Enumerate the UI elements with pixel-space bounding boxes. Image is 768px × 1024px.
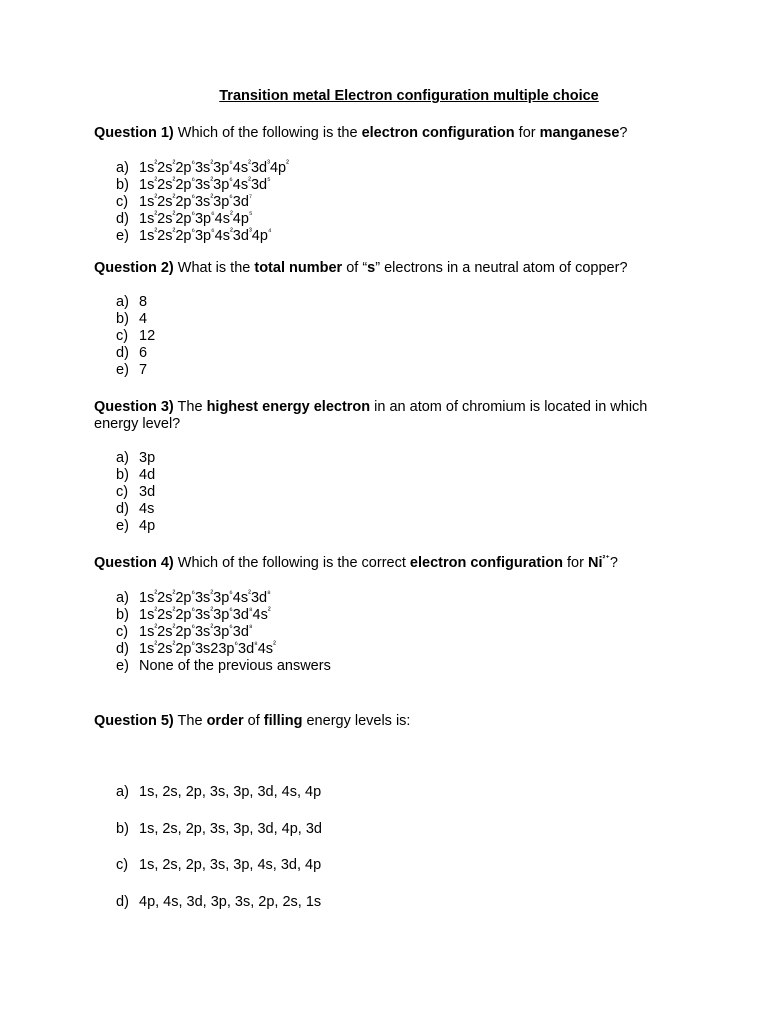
option: a) $1s^{^2}2s^{^2}2p^{^6}3s^{^2}3p^{^6}4s^{^2}3d^{^3}4p^{^2}$ [116, 158, 289, 176]
option: a) 1s, 2s, 2p, 3s, 3p, 3d, 4s, 4p [116, 784, 322, 800]
question-3-options [116, 450, 155, 535]
question-4-options [116, 590, 331, 675]
option: c) 12 [116, 328, 156, 344]
question-number: Question 4) [94, 555, 174, 571]
option: e) None of the previous answers [116, 658, 331, 674]
option: a) 3p [116, 450, 156, 466]
option: c) $1s^{^2}2s^{^2}2p^{^6}3s^{^2}3p^{^6}3d^{^7}$ [116, 192, 253, 210]
question-text: The order of filling energy levels is: [177, 713, 411, 729]
document-title: Transition metal Electron configuration multiple choice [219, 88, 599, 104]
option: b) $1s^{^2}2s^{^2}2p^{^6}3s^{^2}3p^{^6}4s^{^2}3d^{^5}$ [116, 175, 271, 193]
option: c) 1s, 2s, 2p, 3s, 3p, 4s, 3d, 4p [116, 857, 322, 873]
option: b) $1s^{^2}2s^{^2}2p^{^6}3s^{^2}3p^{^6}3d^{^8}4s^{^2}$ [116, 605, 271, 623]
option: d) 6 [116, 345, 148, 361]
question-2 [94, 260, 694, 277]
option: b) 4d [116, 467, 156, 483]
question-4 [94, 555, 694, 573]
option: d) $1s^{^2}2s^{^2}2p^{^6}3p^{^6}4s^{^2}4p^{^5}$ [116, 209, 253, 227]
question-text: The highest energy electron in an atom of chromium is located in which energy level? [94, 399, 648, 432]
option: d) 4p, 4s, 3d, 3p, 3s, 2p, 2s, 1s [116, 893, 322, 910]
option: c) $1s^{^2}2s^{^2}2p^{^6}3s^{^2}3p^{^6}3d^{^8}$ [116, 622, 253, 640]
option: c) 3d [116, 484, 156, 500]
question-number: Question 1) [94, 125, 174, 141]
option: b) 1s, 2s, 2p, 3s, 3p, 3d, 4p, 3d [116, 820, 322, 837]
option: e) 7 [116, 362, 148, 378]
question-3 [94, 399, 694, 433]
option: e) 4p [116, 518, 156, 534]
option: e) $1s^{^2}2s^{^2}2p^{^6}3p^{^6}4s^{^2}3d^{^3}4p^{^4}$ [116, 226, 272, 244]
question-1 [94, 125, 694, 142]
question-number: Question 2) [94, 260, 174, 276]
question-5 [94, 713, 694, 730]
question-text: Which of the following is the electron configuration for manganese? [177, 125, 628, 141]
option: a) $1s^{^2}2s^{^2}2p^{^6}3s^{^2}3p^{^6}4s^{^2}3d^{^8}$ [116, 588, 271, 606]
question-2-options [116, 294, 155, 379]
question-text: What is the total number of “s” electrons in a neutral atom of copper? [177, 260, 628, 276]
question-number: Question 5) [94, 713, 174, 729]
option: d) $1s^{^2}2s^{^2}2p^{^6}3s23p^{^6}3d^{^8}4s^{^2}$ [116, 639, 276, 657]
question-text: Which of the following is the correct electron configuration for $Ni^{^2^+}$? [177, 553, 618, 571]
option: d) 4s [116, 501, 155, 517]
option: a) 8 [116, 294, 148, 310]
option: b) 4 [116, 311, 148, 327]
question-number: Question 3) [94, 399, 174, 415]
question-5-options [116, 784, 322, 930]
question-1-options [116, 160, 289, 245]
